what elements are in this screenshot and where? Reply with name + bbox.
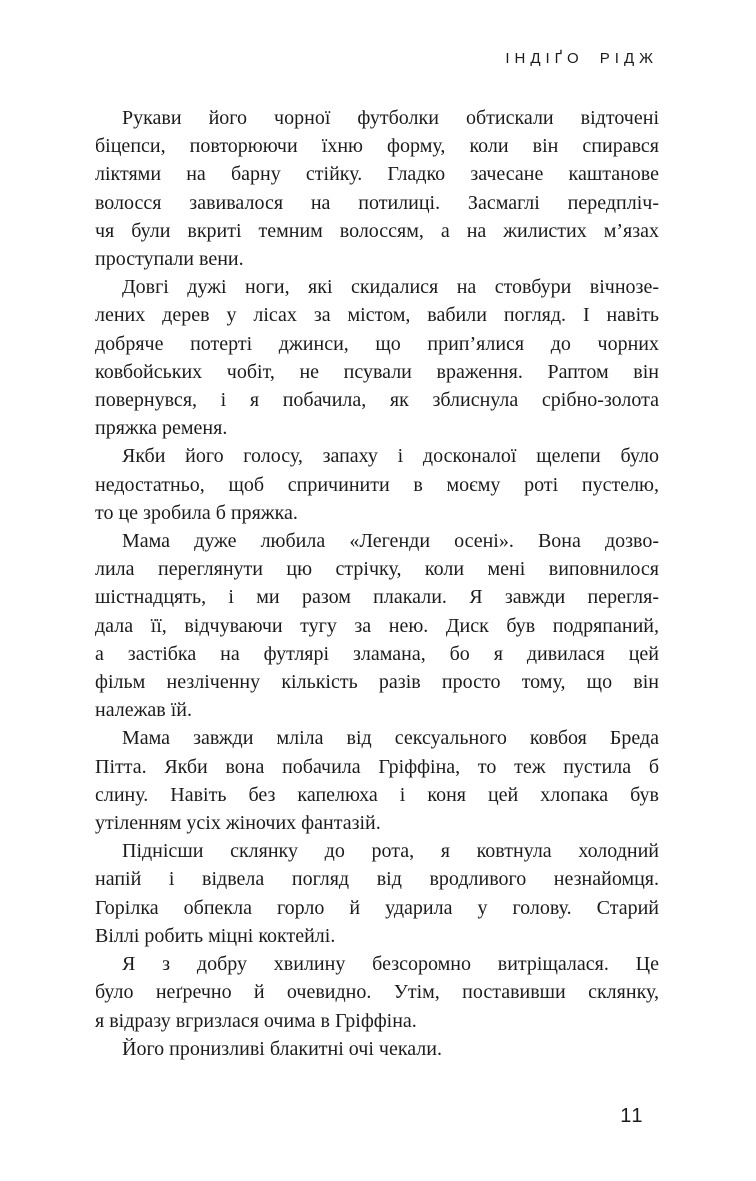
text-line: я відразу вгризлася очима в Гріффіна.	[95, 1009, 417, 1032]
text-line: Піднісши склянку до рота, я ковтнула холодний	[122, 840, 659, 863]
text-block	[95, 104, 659, 1063]
text-line: фільм незліченну кількість разів просто тому, що він	[95, 671, 659, 694]
text-line: біцепси, повторюючи їхню форму, коли він спирався	[95, 135, 659, 158]
text-line: Мама завжди мліла від сексуального ковбоя Бреда	[122, 727, 659, 750]
text-line: Я з добру хвилину безсоромно витріщалася. Це	[122, 953, 659, 976]
paragraph	[95, 837, 659, 950]
text-line: а застібка на футлярі зламана, бо я дивилася цей	[95, 642, 659, 665]
text-line: належав їй.	[95, 699, 193, 722]
text-line: Рукави його чорної футболки обтискали відточені	[122, 107, 659, 129]
page-number: 11	[620, 1105, 644, 1127]
paragraph	[95, 527, 659, 724]
text-line: Віллі робить міцні коктейлі.	[95, 924, 336, 947]
paragraph	[95, 724, 659, 837]
text-line: волосся завивалося на потилиці. Засмаглі передпліч-	[95, 191, 659, 214]
text-line: Якби його голосу, запаху і досконалої щелепи було	[122, 445, 659, 468]
text-line: добряче потерті джинси, що прип’ялися до чорних	[95, 332, 659, 355]
text-line: шістнадцять, і ми разом плакали. Я завжди перегля-	[95, 586, 659, 609]
text-line: напій і відвела погляд від вродливого незнайомця.	[95, 868, 659, 891]
text-line: чя були вкриті темним волоссям, а на жилистих м’язах	[95, 219, 659, 242]
paragraph	[95, 273, 659, 442]
text-line: пряжка ременя.	[95, 417, 228, 440]
text-line: то це зробила б пряжка.	[95, 501, 298, 524]
text-line: утіленням усіх жіночих фантазій.	[95, 812, 381, 835]
paragraph	[95, 104, 659, 273]
paragraph	[95, 950, 659, 1035]
text-line: дала її, відчуваючи тугу за нею. Диск був подряпаний,	[95, 614, 659, 637]
text-line: лених дерев у лісах за містом, вабили погляд. І навіть	[95, 304, 659, 327]
paragraph	[95, 1035, 659, 1063]
text-line: ліктями на барну стійку. Гладко зачесане каштанове	[95, 163, 659, 186]
paragraph	[95, 442, 659, 527]
text-line: Його пронизливі блакитні очі чекали.	[122, 1037, 442, 1060]
text-line: проступали вени.	[95, 248, 244, 271]
text-line: повернувся, і я побачила, як зблиснула срібно-золота	[95, 389, 659, 412]
text-line: слину. Навіть без капелюха і коня цей хлопака був	[95, 783, 659, 806]
text-line: недостатньо, щоб спричинити в моєму роті пустелю,	[95, 473, 659, 496]
text-line: лила переглянути цю стрічку, коли мені виповнилося	[95, 558, 659, 581]
text-line: Горілка обпекла горло й ударила у голову. Старий	[95, 896, 659, 919]
text-line: Мама дуже любила «Легенди осені». Вона дозво-	[122, 530, 659, 553]
text-line: Пітта. Якби вона побачила Гріффіна, то теж пустила б	[95, 755, 659, 778]
text-line: ковбойських чобіт, не псували враження. Раптом він	[95, 360, 659, 383]
text-line: Довгі дужі ноги, які скидалися на стовбури вічнозе-	[122, 276, 659, 299]
running-header: ІНДІҐО РІДЖ	[505, 50, 658, 67]
text-line: було неґречно й очевидно. Утім, поставивши склянку,	[95, 981, 659, 1004]
